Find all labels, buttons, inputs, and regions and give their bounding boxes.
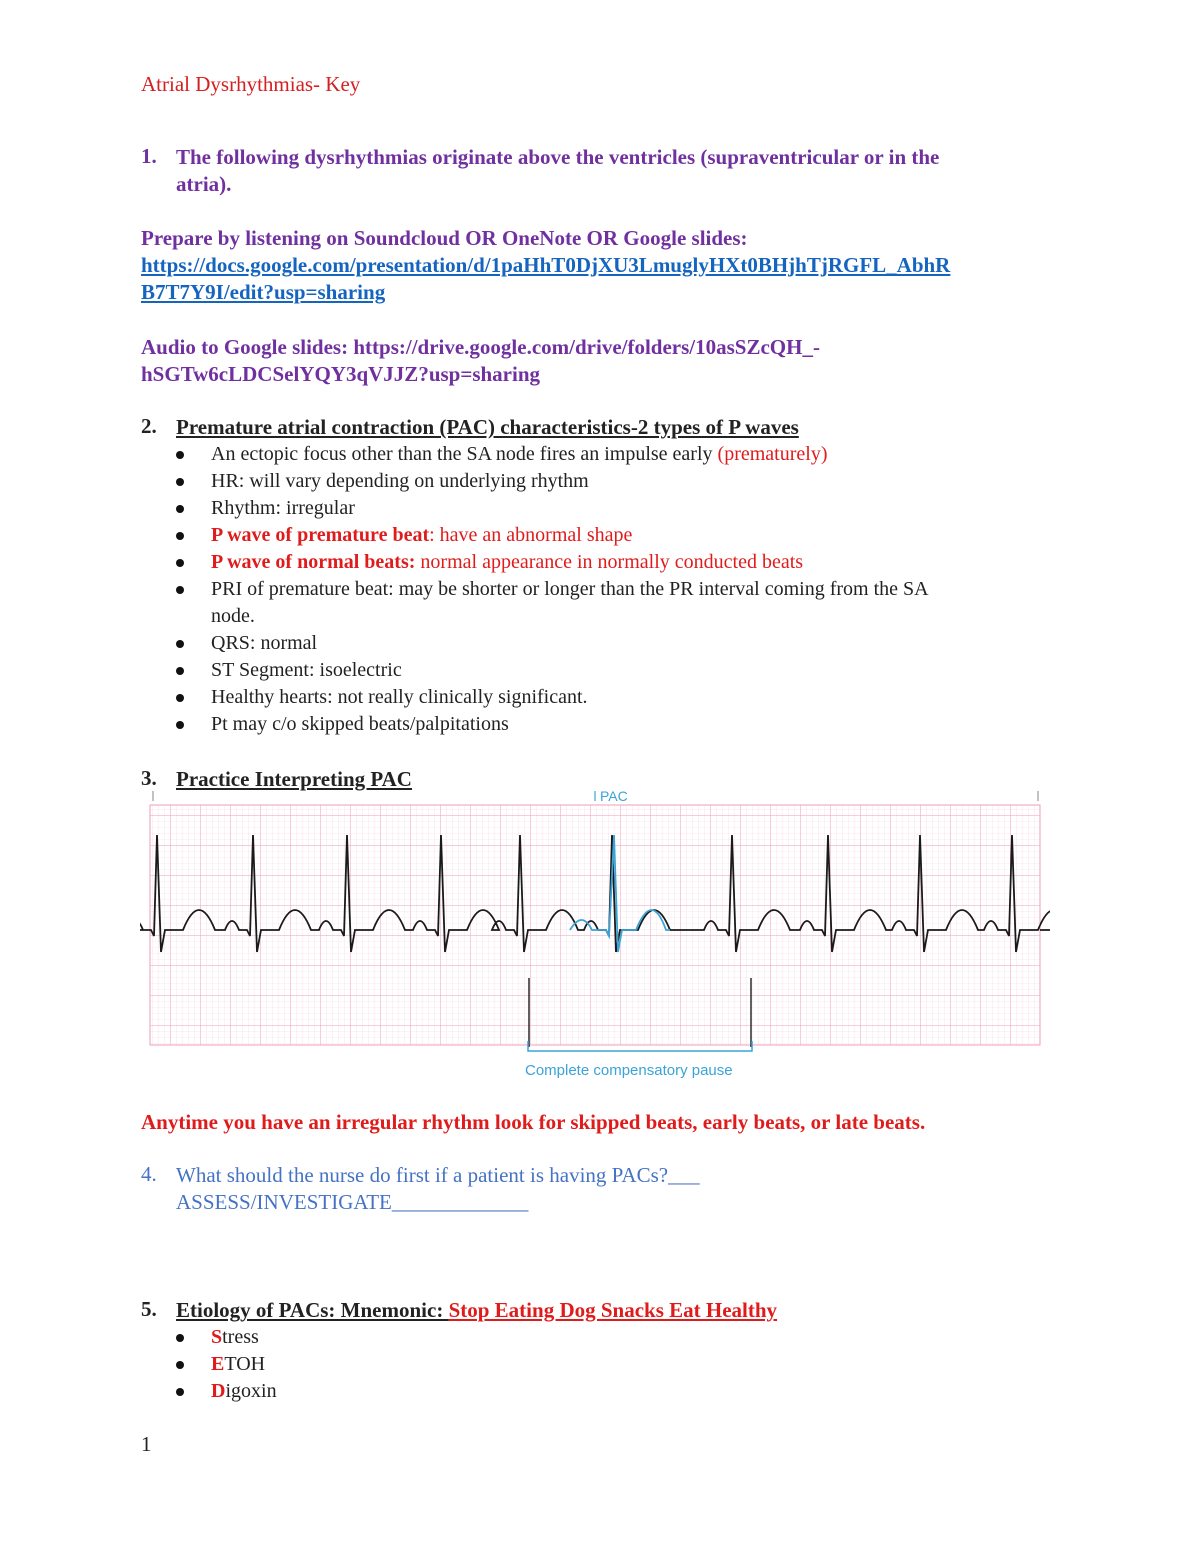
list-item: ST Segment: isoelectric (176, 657, 929, 684)
slides-link-line-1[interactable]: https://docs.google.com/presentation/d/1paHhT0DjXU3LmuglyHXt0BHjhTjRGFL_AbhR (141, 253, 951, 277)
bullet-icon (176, 667, 184, 675)
q4-number: 4. (141, 1162, 157, 1186)
bullet-icon (176, 1388, 184, 1396)
bullet-icon (176, 478, 184, 486)
slides-link-line-2[interactable]: B7T7Y9I/edit?usp=sharing (141, 280, 386, 304)
list-item: PRI of premature beat: may be shorter or longer than the PR interval coming from the SA (176, 576, 929, 603)
anytime-note: Anytime you have an irregular rhythm look for skipped beats, early beats, or late beats. (141, 1110, 926, 1134)
audio-line-1: Audio to Google slides: https://drive.google.com/drive/folders/10asSZcQH_- (141, 335, 820, 359)
ecg-strip-svg (140, 785, 1050, 1085)
bullet-icon (176, 559, 184, 567)
bullet-icon (176, 451, 184, 459)
list-item: P wave of normal beats: normal appearance in normally conducted beats (176, 549, 929, 576)
q3-heading: Practice Interpreting PAC (176, 767, 412, 791)
q4-line-1: What should the nurse do first if a patient is having PACs?___ (176, 1163, 700, 1187)
list-item-continuation: node. (211, 605, 255, 627)
list-item: HR: will vary depending on underlying rhythm (176, 468, 929, 495)
bullet-icon (176, 1334, 184, 1342)
bullet-icon (176, 586, 184, 594)
list-item: Digoxin (176, 1378, 277, 1405)
bullet-icon (176, 694, 184, 702)
list-item: Rhythm: irregular (176, 495, 929, 522)
bullet-icon (176, 1361, 184, 1369)
q3-number: 3. (141, 766, 157, 790)
list-item: Stress (176, 1324, 277, 1351)
etiology-list (176, 1324, 277, 1405)
pac-characteristics-list (176, 441, 929, 738)
q2-number: 2. (141, 414, 157, 438)
audio-line-2: hSGTw6cLDCSelYQY3qVJJZ?usp=sharing (141, 362, 540, 386)
q5-heading: Etiology of PACs: Mnemonic: Stop Eating Dog Snacks Eat Healthy (176, 1298, 778, 1322)
q1-line-1: The following dysrhythmias originate above the ventricles (supraventricular or in the (176, 145, 940, 169)
document-title: Atrial Dysrhythmias- Key (141, 72, 361, 96)
bullet-icon (176, 721, 184, 729)
list-item: P wave of premature beat: have an abnormal shape (176, 522, 929, 549)
pause-label: Complete compensatory pause (525, 1062, 733, 1079)
bullet-icon (176, 532, 184, 540)
q1-number: 1. (141, 144, 157, 168)
list-item: Healthy hearts: not really clinically significant. (176, 684, 929, 711)
q2-heading: Premature atrial contraction (PAC) characteristics-2 types of P waves (176, 415, 799, 439)
list-item: An ectopic focus other than the SA node fires an impulse early (prematurely) (176, 441, 929, 468)
list-item: Pt may c/o skipped beats/palpitations (176, 711, 929, 738)
list-item: QRS: normal (176, 630, 929, 657)
q5-number: 5. (141, 1297, 157, 1321)
page-number: 1 (141, 1432, 152, 1456)
bullet-icon (176, 640, 184, 648)
prepare-label: Prepare by listening on Soundcloud OR OneNote OR Google slides: (141, 226, 748, 250)
pac-label: PAC (600, 788, 628, 804)
list-item: ETOH (176, 1351, 277, 1378)
ecg-strip-figure (140, 785, 1050, 1085)
q4-answer: ASSESS/INVESTIGATE_____________ (176, 1190, 529, 1214)
q1-line-2: atria). (176, 172, 232, 196)
bullet-icon (176, 505, 184, 513)
